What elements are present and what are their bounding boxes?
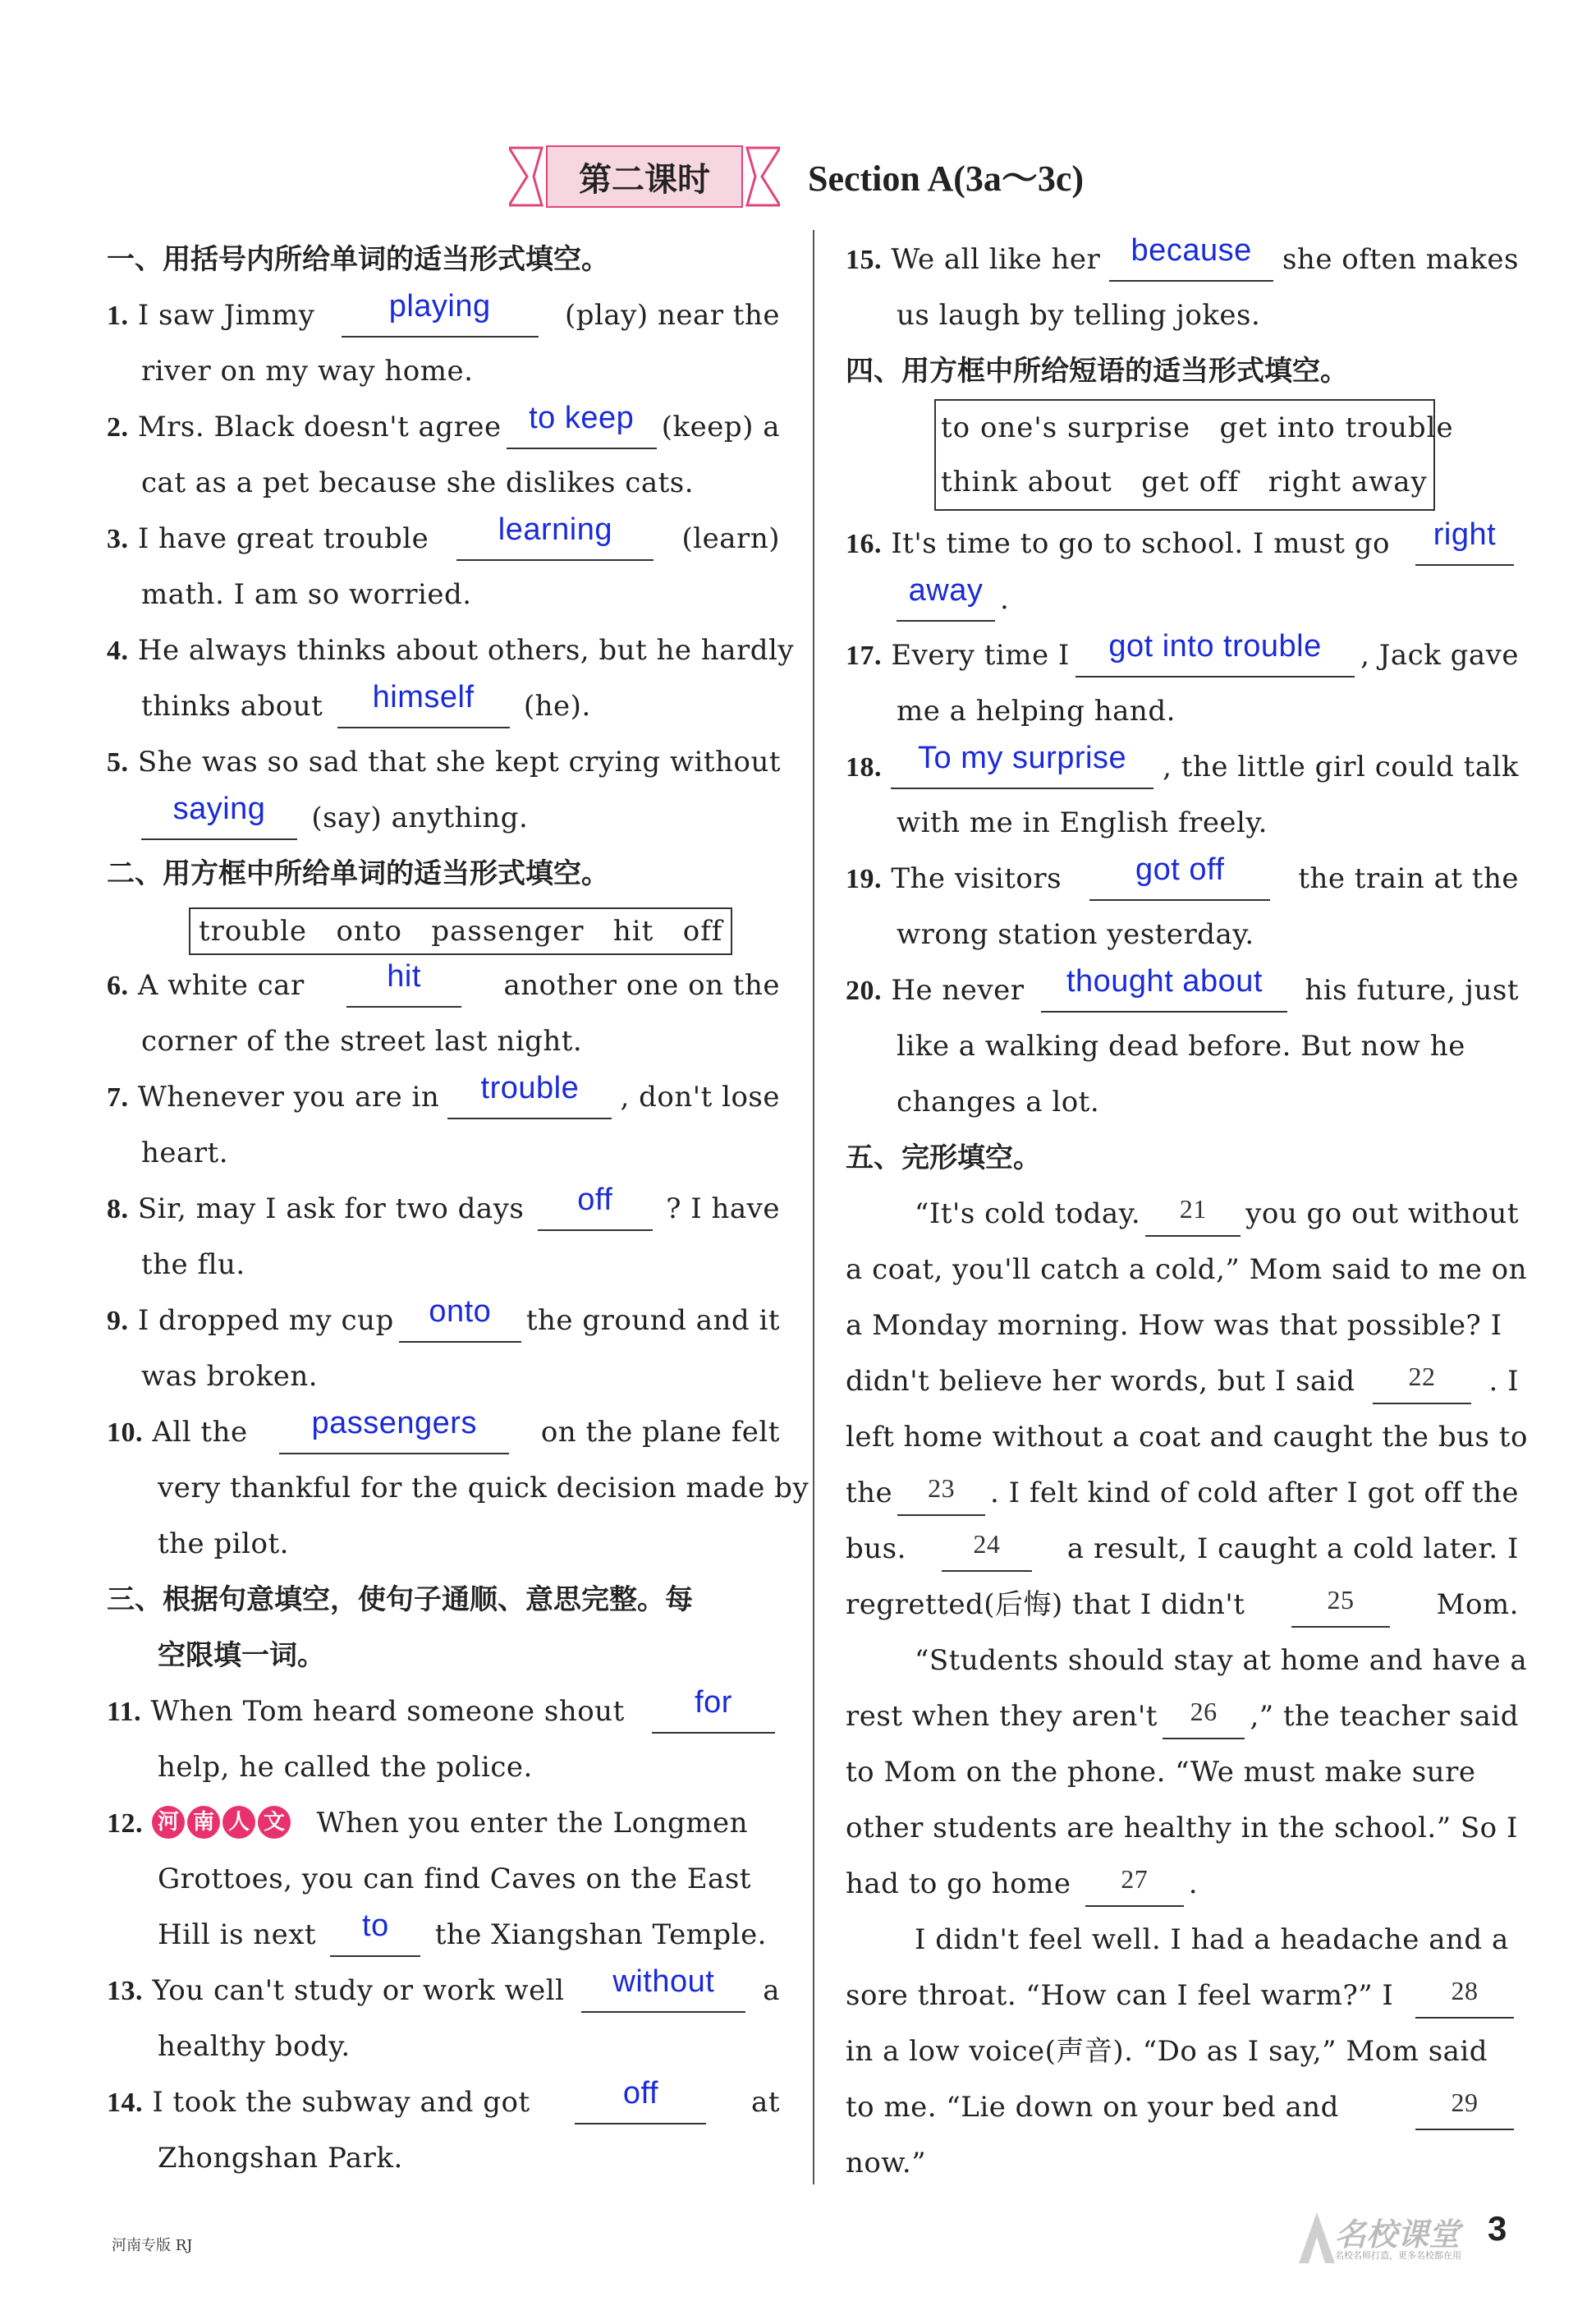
q14-blank[interactable]: off [575,2080,706,2124]
part3-heading-line2: 空限填一词。 [158,1639,325,1672]
q5-line2: saying (say) anything. [107,790,780,846]
cloze-line4: didn't believe her words, but I said 22 . I [846,1353,1519,1409]
q3-line1: 3. I have great trouble learning (learn) [107,511,780,567]
right-column [846,232,1528,2191]
q4-line2: thinks about himself (he). [107,678,780,734]
cloze-line7: bus. 24 a result, I caught a cold later. I [846,1521,1519,1577]
q16-blank-1[interactable]: right [1415,521,1514,566]
q2-line1: 2. Mrs. Black doesn't agree to keep (keep) a [107,399,780,455]
cloze-line15: sore throat. “How can I feel warm?” I 28 [846,1968,1519,2023]
q1-blank[interactable]: playing [342,293,539,338]
q7-line2: heart. [141,1137,229,1169]
cloze-blank-23[interactable]: 23 [897,1472,985,1516]
q13-line1: 13. You can't study or work well without a [107,1963,780,2019]
q20-line3: changes a lot. [897,1086,1100,1118]
cloze-line10: rest when they aren't 26 ,” the teacher said [846,1688,1519,1744]
cloze-line9: “Students should stay at home and have a [915,1644,1528,1677]
q20-line2: like a walking dead before. But now he [897,1030,1465,1063]
cloze-blank-22[interactable]: 22 [1373,1360,1471,1404]
part3-heading-line1: 三、根据句意填空，使句子通顺、意思完整。每 [107,1583,693,1616]
q9-line1: 9. I dropped my cup onto the ground and it [107,1293,780,1348]
part2-wordbox-line [107,902,780,958]
q6-blank[interactable]: hit [346,963,461,1008]
q19-line1: 19. The visitors got off the train at the [846,851,1519,907]
q12-line3: Hill is next to the Xiangshan Temple. [107,1907,780,1963]
q11-line1: 11. When Tom heard someone shout for [107,1683,780,1739]
cloze-line2: a coat, you'll catch a cold,” Mom said to me on [846,1253,1528,1286]
edition-label: 河南专版 RJ [112,2237,193,2254]
q8-blank[interactable]: off [538,1187,653,1231]
cloze-line6: the 23 . I felt kind of cold after I got off the [846,1465,1519,1521]
lesson-tag [509,145,780,209]
part2-word-box: trouble onto passenger hit off [189,907,732,955]
q15-line1: 15. We all like her because she often makes [846,232,1519,287]
q18-blank[interactable]: To my surprise [891,745,1153,789]
left-column [107,232,809,2186]
cloze-blank-24[interactable]: 24 [942,1527,1032,1572]
q4-line1: 4. He always thinks about others, but he hardly [107,634,795,667]
q19-line2: wrong station yesterday. [897,918,1254,951]
cloze-line17: to me. “Lie down on your bed and 29 [846,2079,1519,2135]
cloze-line18: now.” [846,2147,927,2179]
brand-logo: 名校课堂 名校名师打造，更多名校都在用 [1297,2209,1478,2267]
q9-blank[interactable]: onto [399,1298,521,1343]
q1-line1: 1. I saw Jimmy playing (play) near the [107,287,780,343]
q18-line1: 18. To my surprise , the little girl could talk [846,739,1519,795]
q8-line2: the flu. [141,1248,245,1281]
cloze-blank-27[interactable]: 27 [1085,1863,1184,1907]
q18-line2: with me in English freely. [897,806,1268,839]
cloze-line14: I didn't feel well. I had a headache and a [915,1923,1509,1956]
q10-line3: the pilot. [158,1527,289,1560]
q12-blank[interactable]: to [330,1913,420,1957]
q16-line2: away . [846,572,1519,627]
henan-culture-badge: 河 南 人 文 [152,1806,291,1839]
part1-heading: 一、用括号内所给单词的适当形式填空。 [107,243,609,276]
q19-blank[interactable]: got off [1089,857,1270,901]
cloze-line3: a Monday morning. How was that possible? I [846,1309,1502,1342]
q17-line2: me a helping hand. [897,695,1176,728]
cloze-line8: regretted(后悔) that I didn't 25 Mom. [846,1577,1519,1633]
lesson-tag-text: 第二课时 [579,160,710,199]
q9-line2: was broken. [141,1360,319,1393]
q3-line2: math. I am so worried. [141,578,472,611]
q5-line1: 5. She was so sad that she kept crying without [107,746,782,779]
brand-a-icon [1297,2209,1337,2267]
q12-line2: Grottoes, you can find Caves on the East [158,1863,751,1895]
q8-line1: 8. Sir, may I ask for two days off ? I have [107,1181,780,1237]
q10-line1: 10. All the passengers on the plane felt [107,1404,780,1460]
cloze-blank-29[interactable]: 29 [1415,2086,1514,2130]
q2-blank[interactable]: to keep [507,405,657,449]
q11-blank[interactable]: for [652,1689,775,1734]
part4-phrase-box: to one's surprise get into trouble think about get off right away [934,399,1435,511]
q5-blank[interactable]: saying [141,796,297,840]
q20-blank[interactable]: thought about [1041,968,1287,1013]
q17-line1: 17. Every time I got into trouble , Jack gave [846,627,1519,683]
cloze-blank-26[interactable]: 26 [1163,1695,1245,1739]
q16-blank-2[interactable]: away [897,577,995,622]
cloze-blank-28[interactable]: 28 [1415,1974,1514,2019]
part2-heading: 二、用方框中所给单词的适当形式填空。 [107,857,609,890]
column-divider [813,230,814,2184]
q6-line1: 6. A white car hit another one on the [107,958,780,1013]
q14-line1: 14. I took the subway and got off at [107,2074,780,2130]
q12-line1: 12. 河 南 人 文 When you enter the Longmen [107,1807,748,1840]
cloze-line11: to Mom on the phone. “We must make sure [846,1756,1476,1789]
cloze-blank-25[interactable]: 25 [1291,1583,1390,1628]
cloze-line5: left home without a coat and caught the bus to [846,1421,1528,1454]
cloze-line16: in a low voice(声音). “Do as I say,” Mom said [846,2035,1488,2068]
q7-blank[interactable]: trouble [447,1075,612,1119]
q13-blank[interactable]: without [581,1968,745,2013]
q14-line2: Zhongshan Park. [158,2142,403,2175]
q7-line1: 7. Whenever you are in trouble , don't lose [107,1069,780,1125]
q13-line2: healthy body. [158,2030,351,2063]
q6-line2: corner of the street last night. [141,1025,583,1058]
cloze-line1: “It's cold today. 21 you go out without [846,1186,1519,1242]
q10-blank[interactable]: passengers [279,1410,509,1454]
part5-heading: 五、完形填空。 [846,1141,1041,1174]
q16-line1: 16. It's time to go to school. I must go right [846,516,1519,572]
part4-heading: 四、用方框中所给短语的适当形式填空。 [846,355,1348,388]
section-title: Section A(3a～3c) [808,158,1085,199]
q1-line2: river on my way home. [141,355,474,388]
cloze-line13: had to go home 27 . [846,1856,1519,1912]
q4-blank[interactable]: himself [337,684,510,728]
q2-line2: cat as a pet because she dislikes cats. [141,466,695,499]
cloze-line12: other students are healthy in the school.” So I [846,1812,1518,1844]
q3-blank[interactable]: learning [456,517,654,561]
cloze-blank-21[interactable]: 21 [1145,1192,1241,1237]
q15-line2: us laugh by telling jokes. [897,299,1261,332]
page-number: 3 [1488,2209,1507,2248]
q17-blank[interactable]: got into trouble [1075,633,1355,678]
q11-line2: help, he called the police. [158,1751,533,1784]
page-header [0,138,1596,212]
q10-line2: very thankful for the quick decision made by [158,1472,809,1504]
q15-blank[interactable]: because [1109,237,1273,282]
q20-line1: 20. He never thought about his future, just [846,962,1519,1018]
